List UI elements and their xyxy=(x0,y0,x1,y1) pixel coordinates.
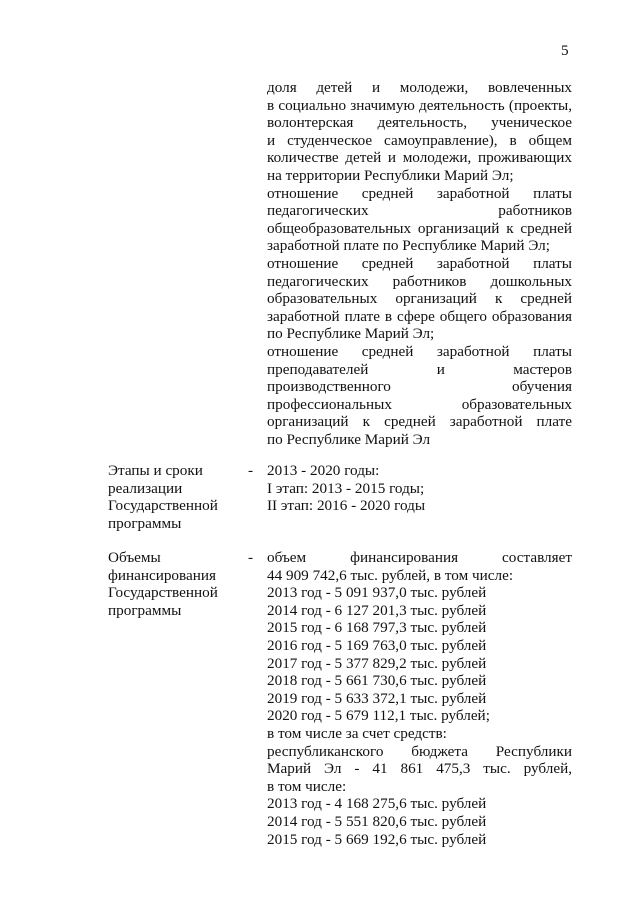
stages-dash: - xyxy=(248,462,254,479)
indicators-text-block xyxy=(267,79,572,448)
indicator-line: преподавателей и мастеров xyxy=(267,360,572,378)
funding-line: 2020 год - 5 679 112,1 тыс. рублей; xyxy=(267,707,490,725)
funding-line: 2015 год - 6 168 797,3 тыс. рублей xyxy=(267,619,487,637)
indicator-line: количестве детей и молодежи, проживающих xyxy=(267,149,572,167)
funding-line: 2013 год - 4 168 275,6 тыс. рублей xyxy=(267,795,487,813)
funding-label-line: программы xyxy=(108,601,182,619)
stages-label-line: программы xyxy=(108,514,182,532)
indicator-line: производственного обучения xyxy=(267,378,572,396)
funding-line: 2014 год - 5 551 820,6 тыс. рублей xyxy=(267,812,487,830)
indicator-line: отношение средней заработной платы xyxy=(267,184,572,202)
stages-label-line: Этапы и сроки xyxy=(108,462,203,479)
funding-line: в том числе за счет средств: xyxy=(267,724,447,742)
stages-text-block xyxy=(267,462,572,515)
funding-label xyxy=(108,549,248,619)
funding-line: в том числе: xyxy=(267,777,347,795)
indicator-line: и студенческое самоуправление), в общем xyxy=(267,131,572,149)
indicator-line: волонтерская деятельность, ученическое xyxy=(267,114,572,132)
indicator-line: организаций к средней заработной плате xyxy=(267,413,572,431)
indicator-line: по Республике Марий Эл xyxy=(267,430,431,448)
funding-line: 2016 год - 5 169 763,0 тыс. рублей xyxy=(267,636,487,654)
indicator-line: в социально значимую деятельность (проекты, xyxy=(267,96,572,114)
funding-line: Марий Эл - 41 861 475,3 тыс. рублей, xyxy=(267,760,572,778)
funding-line: республиканского бюджета Республики xyxy=(267,742,572,760)
indicator-line: заработной плате в сфере общего образования xyxy=(267,307,572,325)
stage-line: I этап: 2013 - 2015 годы; xyxy=(267,479,425,497)
funding-line: 2013 год - 5 091 937,0 тыс. рублей xyxy=(267,584,487,602)
funding-dash: - xyxy=(248,549,254,566)
indicator-line: доля детей и молодежи, вовлеченных xyxy=(267,79,572,96)
stages-label-line: реализации xyxy=(108,479,183,497)
funding-label-line: Объемы xyxy=(108,549,161,566)
funding-text-block xyxy=(267,549,572,848)
funding-line: 2019 год - 5 633 372,1 тыс. рублей xyxy=(267,689,487,707)
funding-line: 44 909 742,6 тыс. рублей, в том числе: xyxy=(267,566,514,584)
funding-label-line: финансирования xyxy=(108,566,216,584)
funding-line: 2014 год - 6 127 201,3 тыс. рублей xyxy=(267,601,487,619)
funding-label-line: Государственной xyxy=(108,584,218,602)
indicator-line: заработной плате по Республике Марий Эл; xyxy=(267,237,550,255)
indicator-line: отношение средней заработной платы xyxy=(267,254,572,272)
indicator-line: отношение средней заработной платы xyxy=(267,342,572,360)
indicator-line: на территории Республики Марий Эл; xyxy=(267,166,514,184)
indicator-line: общеобразовательных организаций к средней xyxy=(267,219,572,237)
indicator-line: по Республике Марий Эл; xyxy=(267,325,435,343)
indicator-line: педагогических работников дошкольных xyxy=(267,272,572,290)
page-number: 5 xyxy=(561,42,569,59)
indicator-line: педагогических работников xyxy=(267,202,572,220)
funding-line: объем финансирования составляет xyxy=(267,549,572,566)
indicator-line: образовательных организаций к средней xyxy=(267,290,572,308)
stages-label xyxy=(108,462,248,532)
stage-line: 2013 - 2020 годы: xyxy=(267,462,380,479)
funding-line: 2018 год - 5 661 730,6 тыс. рублей xyxy=(267,672,487,690)
funding-line: 2015 год - 5 669 192,6 тыс. рублей xyxy=(267,830,487,848)
funding-line: 2017 год - 5 377 829,2 тыс. рублей xyxy=(267,654,487,672)
stage-line: II этап: 2016 - 2020 годы xyxy=(267,497,426,515)
stages-label-line: Государственной xyxy=(108,497,218,515)
indicator-line: профессиональных образовательных xyxy=(267,395,572,413)
